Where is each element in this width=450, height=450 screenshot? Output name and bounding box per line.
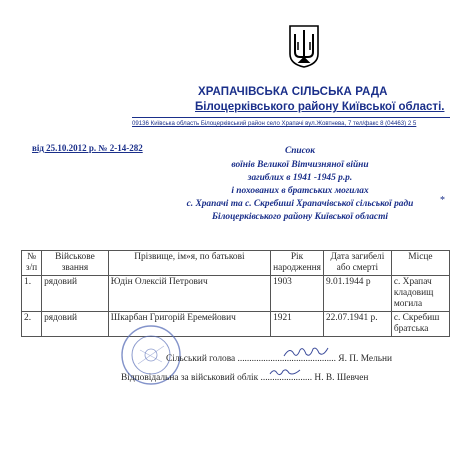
list-subtitle-line: загиблих в 1941 -1945 р.р. [247, 173, 353, 183]
row-number: 1. [22, 276, 42, 312]
soldiers-table [21, 250, 450, 337]
row-birth-year: 1903 [271, 276, 324, 312]
row-death-date: 9.01.1944 р [323, 276, 391, 312]
header-death-date: Дата загибелі або смерті [323, 251, 391, 276]
row-death-date: 22.07.1941 р. [323, 312, 391, 337]
handwritten-signature-icon [268, 366, 302, 378]
table-row [22, 276, 450, 312]
table-row [22, 312, 450, 337]
row-burial-place: с. Скребиш братська [391, 312, 449, 337]
council-address: 09136 Київська область Білоцерківський район село Храпачі вул.Жовтнева, 7 тел/факс 8 (04463) 2 5 [132, 120, 417, 127]
list-subtitle-line: воїнів Великої Вітчизняної війни [231, 160, 369, 170]
row-birth-year: 1921 [271, 312, 324, 337]
military-registration-signature-line: Відповідальна за військовий облік ...................... Н. В. Шевчен [121, 373, 369, 383]
row-rank: рядовий [42, 276, 109, 312]
row-full-name: Юдін Олексій Петрович [108, 276, 270, 312]
document-reference: від 25.10.2012 р. № 2-14-282 [32, 143, 143, 153]
header-rank: Військове звання [42, 251, 109, 276]
row-full-name: Шкарбан Григорій Еремейович [108, 312, 270, 337]
header-birth-year: Рік народження [271, 251, 324, 276]
header-full-name: Прізвище, ім»я, по батькові [108, 251, 270, 276]
row-rank: рядовий [42, 312, 109, 337]
letterhead-divider [132, 117, 450, 118]
list-title: Список [284, 146, 316, 156]
row-burial-place: с. Храпач кладовищ могила [391, 276, 449, 312]
council-name: ХРАПАЧІВСЬКА СІЛЬСЬКА РАДА [198, 86, 388, 98]
marker-symbol: * [440, 195, 445, 206]
trident-emblem-icon [286, 24, 322, 68]
table-header-row [22, 251, 450, 276]
list-subtitle-line: с. Храпачі та с. Скребиші Храпачівської сільської ради [186, 199, 414, 209]
header-number: № з/п [22, 251, 42, 276]
row-number: 2. [22, 312, 42, 337]
list-subtitle-line: і похованих в братських могилах [231, 186, 369, 196]
list-subtitle-line: Білоцерківського району Київської області [212, 212, 388, 222]
council-district: Білоцерківського району Київської області. [195, 101, 445, 113]
handwritten-signature-icon [282, 344, 330, 360]
head-signature-line: Сільський голова .......................................... Я. П. Мельни [166, 354, 393, 364]
header-burial-place: Місце [391, 251, 449, 276]
